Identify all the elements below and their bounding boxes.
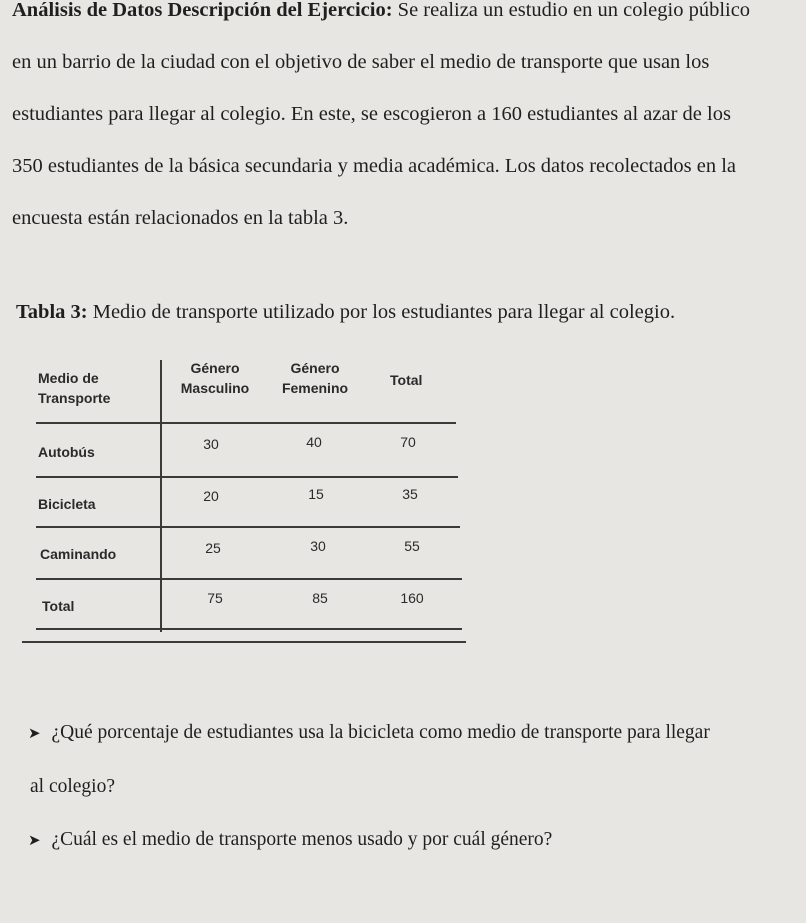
- table-rule-row4: [36, 628, 462, 630]
- table-rule-row2: [36, 526, 460, 528]
- cell-bicicleta-masculino: 20: [203, 488, 219, 504]
- cell-autobus-femenino: 40: [306, 434, 322, 450]
- cell-bicicleta-femenino: 15: [308, 486, 324, 502]
- cell-caminando-femenino: 30: [310, 538, 326, 554]
- question-2-line1: ¿Cuál es el medio de transporte menos usado y por cuál género?: [51, 829, 553, 850]
- table-column-divider: [160, 360, 162, 632]
- question-1-continuation: al colegio?: [30, 776, 115, 797]
- cell-caminando-total: 55: [404, 538, 420, 554]
- question-1-line1: ¿Qué porcentaje de estudiantes usa la bicicleta como medio de transporte para llegar: [51, 722, 710, 743]
- table-rule-row1: [36, 476, 458, 478]
- header-medio-line2: Transporte: [38, 390, 111, 406]
- header-fem-line2: Femenino: [281, 380, 349, 396]
- intro-line-1: [12, 0, 797, 36]
- arrow-bullet-icon: ➤: [28, 724, 41, 742]
- intro-paragraph: [12, 0, 797, 244]
- intro-line-4: 350 estudiantes de la básica secundaria y media académica. Los datos recolectados en la: [12, 155, 737, 177]
- intro-line-2: en un barrio de la ciudad con el objetivo de saber el medio de transporte que usan los: [12, 51, 710, 73]
- cell-total-femenino: 85: [312, 590, 328, 606]
- cell-bicicleta-total: 35: [402, 486, 418, 502]
- header-masc-line2: Masculino: [180, 380, 250, 396]
- intro-text: Se realiza un estudio en un colegio público: [397, 0, 751, 21]
- question-2: [28, 829, 552, 851]
- header-fem-line1: Género: [290, 360, 340, 376]
- header-medio-transporte: [38, 368, 110, 408]
- header-medio-line1: Medio de: [38, 370, 99, 386]
- cell-total-masculino: 75: [207, 590, 223, 606]
- header-genero-femenino: [278, 358, 352, 398]
- question-1: [28, 722, 710, 744]
- table-rule-bottom: [22, 641, 466, 643]
- row-label-autobus: Autobús: [38, 444, 95, 460]
- cell-autobus-masculino: 30: [203, 436, 219, 452]
- cell-autobus-total: 70: [400, 434, 416, 450]
- caption-lead: Tabla 3:: [16, 301, 88, 323]
- header-total: Total: [390, 372, 423, 388]
- caption-text: Medio de transporte utilizado por los estudiantes para llegar al colegio.: [92, 301, 676, 323]
- intro-line-5: encuesta están relacionados en la tabla 3.: [12, 207, 349, 229]
- intro-lead: Análisis de Datos Descripción del Ejercicio:: [12, 0, 393, 21]
- arrow-bullet-icon: ➤: [28, 831, 41, 849]
- header-masc-line1: Género: [190, 360, 240, 376]
- intro-line-3: estudiantes para llegar al colegio. En este, se escogieron a 160 estudiantes al azar de los: [12, 103, 731, 125]
- table-rule-header: [36, 422, 456, 424]
- row-label-caminando: Caminando: [40, 546, 117, 562]
- table-caption: [16, 301, 675, 324]
- table-rule-row3: [36, 578, 462, 580]
- row-label-bicicleta: Bicicleta: [38, 496, 96, 512]
- row-label-total: Total: [42, 598, 75, 614]
- cell-total-total: 160: [400, 590, 424, 606]
- cell-caminando-masculino: 25: [205, 540, 221, 556]
- header-genero-masculino: [178, 358, 252, 398]
- transport-table: [28, 352, 472, 648]
